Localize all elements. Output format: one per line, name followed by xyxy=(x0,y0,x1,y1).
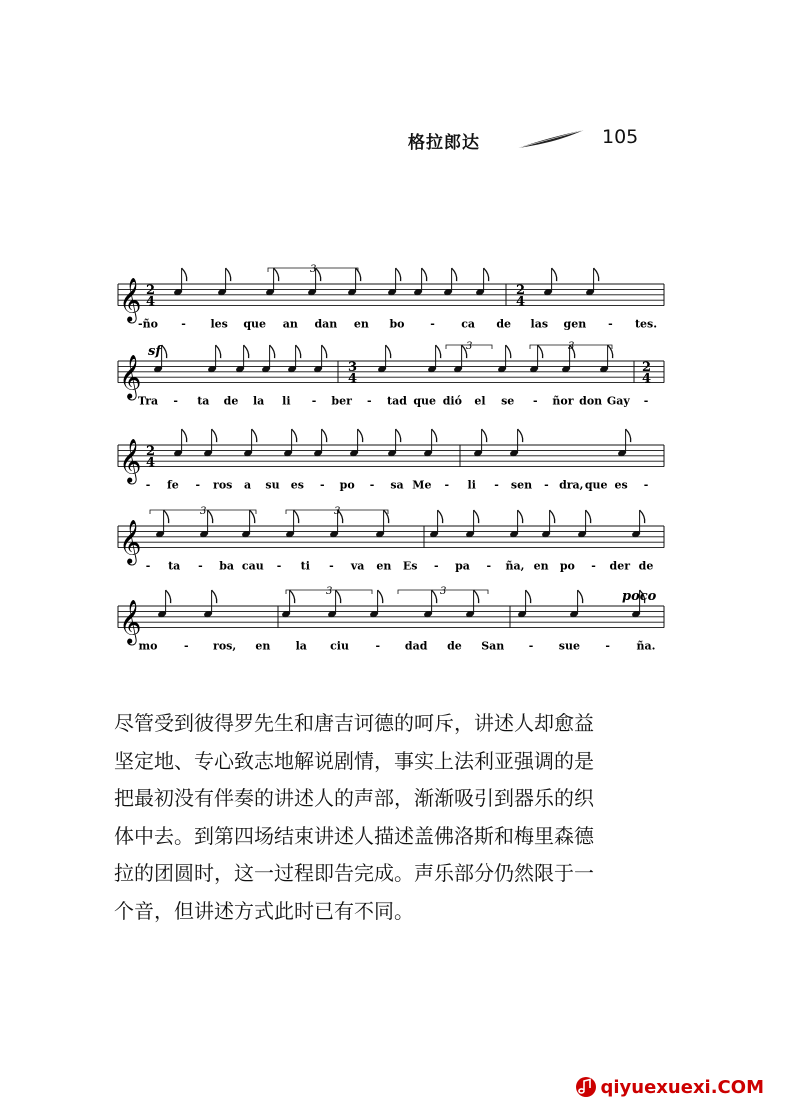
note-flag xyxy=(378,590,383,603)
lyric-syllable: cau xyxy=(241,559,264,573)
note-flag xyxy=(274,268,279,281)
time-sig-start-denominator: 4 xyxy=(146,455,156,471)
lyric-syllable: - xyxy=(195,478,201,492)
lyric-syllable: - xyxy=(643,394,649,408)
lyric-syllable: - xyxy=(375,639,381,653)
note-flag xyxy=(292,429,297,442)
lyric-syllable: que xyxy=(584,478,608,492)
lyric-syllable: va xyxy=(350,559,365,573)
lyric-syllable: - xyxy=(430,317,435,331)
body-line: 把最初没有伴奏的讲述人的声部，渐渐吸引到器乐的织 xyxy=(114,786,594,811)
note-flag xyxy=(290,590,295,603)
lyric-syllable: a xyxy=(244,478,252,492)
treble-clef: 𝄞 xyxy=(119,599,142,644)
note-flag xyxy=(212,429,217,442)
lyric-syllable: - xyxy=(434,559,439,573)
note-flag xyxy=(594,268,599,281)
treble-clef: 𝄞 xyxy=(119,354,142,399)
lyric-syllable: ta xyxy=(168,559,181,573)
body-line: 尽管受到彼得罗先生和唐吉诃德的呵斥，讲述人却愈益 xyxy=(114,711,594,735)
note-flag xyxy=(518,510,523,523)
dynamic-marking: poco xyxy=(622,589,657,604)
tuplet-number: 3 xyxy=(440,586,447,597)
lyric-syllable: - xyxy=(329,559,334,573)
note-flag xyxy=(244,345,249,358)
body-line: 坚定地、专心致志地解说剧情，事实上法利亚强调的是 xyxy=(114,748,594,773)
note-flag xyxy=(474,510,479,523)
lyric-syllable: sa xyxy=(390,478,404,492)
lyric-syllable: la xyxy=(295,639,307,653)
treble-clef: 𝄞 xyxy=(119,277,142,322)
lyric-syllable: es xyxy=(290,478,305,492)
time-sig-mid-numerator: 2 xyxy=(516,282,526,298)
lyric-syllable: - xyxy=(528,639,534,653)
body-text xyxy=(114,705,674,931)
lyric-syllable: ciu xyxy=(330,639,349,653)
lyric-syllable: pa xyxy=(455,559,470,573)
time-sig-end-denominator: 4 xyxy=(642,371,652,387)
lyric-syllable: ba xyxy=(219,559,235,573)
note-flag xyxy=(396,429,401,442)
note-flag xyxy=(182,429,187,442)
note-flag xyxy=(538,345,543,358)
lyric-syllable: - xyxy=(533,394,538,408)
note-flag xyxy=(526,590,531,603)
note-flag xyxy=(436,345,441,358)
music-note-logo-icon xyxy=(575,1076,597,1098)
lyric-syllable: - xyxy=(181,317,186,331)
lyric-syllable: ta xyxy=(197,394,210,408)
lyric-syllable: en xyxy=(533,559,549,573)
lyric-syllable: - xyxy=(494,478,499,492)
note-flag xyxy=(640,510,645,523)
lyric-syllable: es xyxy=(614,478,628,492)
lyric-syllable: de xyxy=(496,317,512,331)
lyric-syllable: ti xyxy=(300,559,310,573)
lyric-syllable: de xyxy=(447,639,462,653)
lyric-syllable: - xyxy=(311,394,317,408)
lyric-syllable: - xyxy=(367,394,372,408)
lyric-syllable: dan xyxy=(314,317,338,331)
lyric-syllable: - xyxy=(605,639,610,653)
note-flag xyxy=(162,345,167,358)
lyric-syllable: - xyxy=(544,478,549,492)
lyric-syllable: po xyxy=(559,559,575,573)
body-line: 拉的团圆时，这一过程即告完成。声乐部分仍然限于一 xyxy=(114,861,594,886)
note-flag xyxy=(322,429,327,442)
body-line: 个音，但讲述方式此时已有不同。 xyxy=(114,898,414,923)
lyric-syllable: Es xyxy=(402,559,418,573)
body-line: 体中去。到第四场结束讲述人描述盖佛洛斯和梅里森德 xyxy=(114,823,594,848)
note-flag xyxy=(166,590,171,603)
lyric-syllable: - xyxy=(444,478,450,492)
lyric-syllable: la xyxy=(253,394,265,408)
note-flag xyxy=(552,268,557,281)
note-flag xyxy=(226,268,231,281)
lyric-syllable: fe xyxy=(167,478,179,492)
lyric-syllable: ros, xyxy=(213,639,237,653)
lyric-syllable: Me xyxy=(412,478,432,492)
lyric-syllable: li xyxy=(467,478,476,492)
lyric-syllable: -ño xyxy=(138,317,158,331)
dynamic-marking: sf xyxy=(148,344,161,359)
note-flag xyxy=(578,590,583,603)
note-flag xyxy=(252,429,257,442)
lyric-syllable: po xyxy=(339,478,355,492)
tuplet-number: 3 xyxy=(568,341,575,352)
note-flag xyxy=(518,429,523,442)
lyric-syllable: ber xyxy=(331,394,352,408)
lyric-syllable: que xyxy=(243,317,267,331)
lyric-syllable: Tra xyxy=(137,394,159,408)
lyric-syllable: - xyxy=(486,559,492,573)
tuplet-number: 3 xyxy=(466,341,473,352)
note-flag xyxy=(270,345,275,358)
lyric-syllable: - xyxy=(145,478,151,492)
note-flag xyxy=(208,510,213,523)
lyric-syllable: Gay xyxy=(606,394,630,408)
lyric-syllable: ña. xyxy=(636,639,656,653)
lyric-syllable: sen xyxy=(510,478,533,492)
lyric-syllable: don xyxy=(579,394,603,408)
lyric-syllable: dad xyxy=(404,639,428,653)
note-flag xyxy=(358,429,363,442)
lyric-syllable: mo xyxy=(138,639,158,653)
lyric-syllable: gen xyxy=(563,317,587,331)
note-flag xyxy=(432,590,437,603)
note-flag xyxy=(182,268,187,281)
lyric-syllable: que xyxy=(413,394,437,408)
lyric-syllable: en xyxy=(353,317,369,331)
lyric-syllable: - xyxy=(608,317,613,331)
treble-clef: 𝄞 xyxy=(119,519,142,564)
lyric-syllable: - xyxy=(173,394,178,408)
watermark-text: qiyuexuexi.COM xyxy=(600,1076,764,1098)
lyric-syllable: en xyxy=(376,559,392,573)
lyric-syllable: ca xyxy=(461,317,476,331)
lyric-syllable: - xyxy=(591,559,596,573)
lyric-syllable: der xyxy=(609,559,631,573)
note-flag xyxy=(586,510,591,523)
lyric-syllable: dió xyxy=(442,394,462,408)
note-flag xyxy=(212,590,217,603)
time-sig-start-numerator: 2 xyxy=(146,443,156,459)
lyric-syllable: - xyxy=(198,559,203,573)
lyric-syllable: en xyxy=(255,639,271,653)
note-flag xyxy=(336,590,341,603)
note-flag xyxy=(386,345,391,358)
running-title: 格拉郎达 xyxy=(408,133,480,153)
note-flag xyxy=(432,429,437,442)
note-flag xyxy=(296,345,301,358)
note-flag xyxy=(482,429,487,442)
note-flag xyxy=(506,345,511,358)
note-flag xyxy=(452,268,457,281)
time-sig-mid-numerator: 3 xyxy=(348,359,358,375)
lyric-syllable: - xyxy=(184,639,189,653)
note-flag xyxy=(422,268,427,281)
lyric-syllable: sue xyxy=(558,639,580,653)
note-flag xyxy=(216,345,221,358)
time-sig-start-denominator: 4 xyxy=(146,294,156,310)
lyric-syllable: ña, xyxy=(505,559,525,573)
treble-clef: 𝄞 xyxy=(119,438,142,483)
time-sig-start-numerator: 2 xyxy=(146,282,156,298)
time-sig-end-numerator: 2 xyxy=(642,359,652,375)
time-sig-mid-denominator: 4 xyxy=(348,371,358,387)
lyric-syllable: an xyxy=(282,317,298,331)
lyric-syllable: el xyxy=(474,394,486,408)
lyric-syllable: su xyxy=(265,478,280,492)
note-flag xyxy=(626,429,631,442)
lyric-syllable: tad xyxy=(387,394,407,408)
note-flag xyxy=(294,510,299,523)
lyric-syllable: - xyxy=(320,478,325,492)
note-flag xyxy=(164,510,169,523)
lyric-syllable: li xyxy=(282,394,291,408)
time-sig-mid-denominator: 4 xyxy=(516,294,526,310)
lyric-syllable: se xyxy=(501,394,515,408)
note-flag xyxy=(250,510,255,523)
lyric-syllable: - xyxy=(643,478,649,492)
tuplet-number: 3 xyxy=(310,264,317,275)
page-number: 105 xyxy=(602,126,639,148)
lyric-syllable: las xyxy=(530,317,549,331)
lyric-syllable: de xyxy=(223,394,239,408)
lyric-syllable: ñor xyxy=(552,394,574,408)
note-flag xyxy=(438,510,443,523)
tuplet-number: 3 xyxy=(200,506,207,517)
lyric-syllable: les xyxy=(210,317,228,331)
lyric-syllable: - xyxy=(145,559,151,573)
lyric-syllable: bo xyxy=(389,317,405,331)
lyric-syllable: ros xyxy=(213,478,233,492)
lyric-syllable: San xyxy=(481,639,505,653)
tuplet-number: 3 xyxy=(334,506,341,517)
lyric-syllable: de xyxy=(638,559,654,573)
note-flag xyxy=(396,268,401,281)
lyric-syllable: - xyxy=(276,559,282,573)
note-flag xyxy=(322,345,327,358)
watermark xyxy=(575,1076,765,1098)
note-flag xyxy=(484,268,489,281)
note-flag xyxy=(474,590,479,603)
lyric-syllable: - xyxy=(369,478,375,492)
lyric-syllable: tes. xyxy=(634,317,658,331)
lyric-syllable: dra, xyxy=(559,478,584,492)
note-flag xyxy=(550,510,555,523)
tuplet-number: 3 xyxy=(326,586,333,597)
